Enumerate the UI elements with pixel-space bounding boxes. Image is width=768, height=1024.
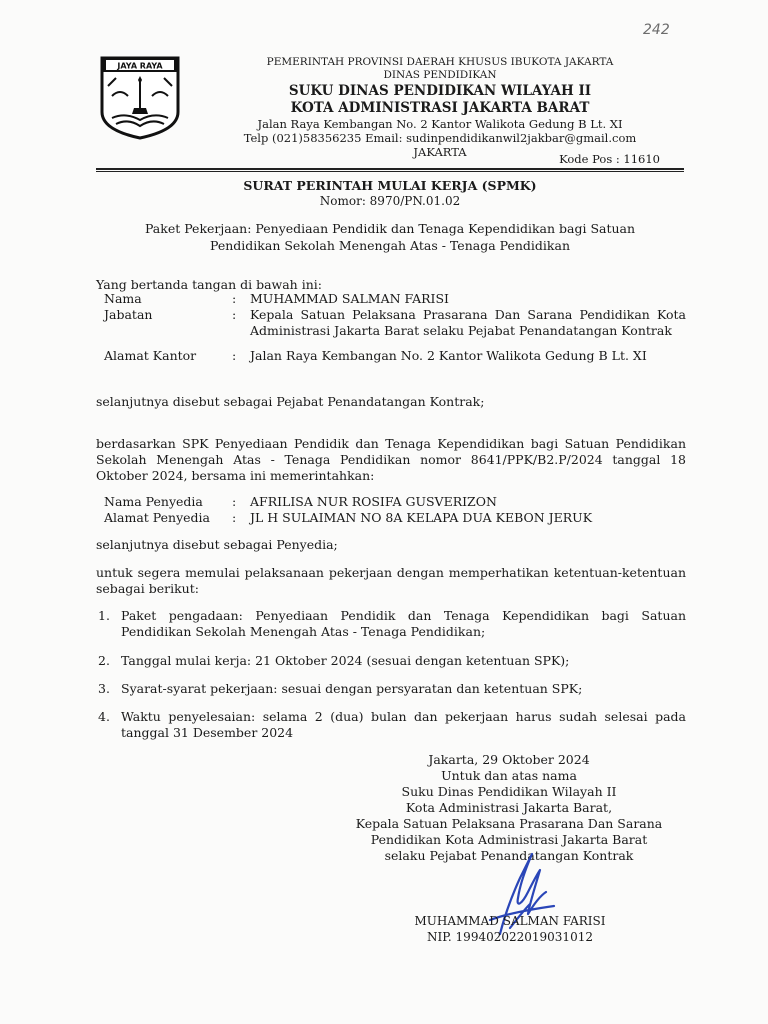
letterhead-address: Jalan Raya Kembangan No. 2 Kantor Walikota Gedung B Lt. XI (257, 117, 623, 131)
signer-name: MUHAMMAD SALMAN FARISI (414, 914, 606, 928)
letterhead (200, 56, 680, 159)
signature-line: Pendidikan Kota Administrasi Jakarta Barat (370, 832, 648, 847)
signature-line: Suku Dinas Pendidikan Wilayah II (401, 784, 617, 799)
work-package-line: Pendidikan Sekolah Menengah Atas - Tenaga Pendidikan (210, 238, 570, 253)
letterhead-city: KOTA ADMINISTRASI JAKARTA BARAT (290, 100, 590, 116)
work-package-line: Paket Pekerjaan: Penyediaan Pendidik dan Tenaga Kependidikan bagi Satuan (144, 221, 636, 236)
work-package (120, 220, 660, 254)
letterhead-government: PEMERINTAH PROVINSI DAERAH KHUSUS IBUKOTA JAKARTA (266, 56, 614, 68)
list-item-number: 2. (98, 653, 110, 668)
handwritten-page-number: 242 (643, 22, 670, 38)
postal-code: Kode Pos : 11610 (559, 152, 660, 166)
letterhead-town: JAKARTA (413, 145, 467, 159)
official-position: Kepala Satuan Pelaksana Prasarana Dan Sarana Pendidikan Kota Administrasi Jakarta Barat selaku Pejabat Penandatangan Kontrak (250, 307, 686, 338)
letterhead-office: SUKU DINAS PENDIDIKAN WILAYAH II (288, 83, 592, 99)
basis-paragraph: berdasarkan SPK Penyediaan Pendidik dan Tenaga Kependidikan bagi Satuan Pendidikan Sekolah Menengah Atas - Tenaga Pendidikan nomor 8641/PPK/B2.P/2024 tanggal 18 Oktober 2024, bersama ini memerintahkan: (96, 436, 686, 483)
colon: : (232, 348, 237, 363)
official-name: MUHAMMAD SALMAN FARISI (250, 291, 449, 306)
letterhead-divider-thin (96, 171, 684, 172)
list-item-number: 4. (98, 709, 110, 724)
place-date: Jakarta, 29 Oktober 2024 (428, 752, 590, 767)
signature-line: Untuk dan atas nama (441, 768, 577, 783)
letterhead-divider (96, 168, 684, 170)
position-label: Jabatan (104, 307, 153, 322)
intro-text: Yang bertanda tangan di bawah ini: (96, 277, 322, 292)
letterhead-department: DINAS PENDIDIKAN (383, 69, 497, 81)
signature-line: Kota Administrasi Jakarta Barat, (405, 800, 613, 815)
list-item: Waktu penyelesaian: selama 2 (dua) bulan dan pekerjaan harus sudah selesai pada tanggal 31 Desember 2024 (121, 709, 686, 740)
jakarta-emblem-icon (98, 56, 182, 140)
colon: : (232, 510, 237, 525)
signer-nip: NIP. 199402022019031012 (427, 930, 593, 944)
provider-name: AFRILISA NUR ROSIFA GUSVERIZON (250, 494, 497, 509)
colon: : (232, 494, 237, 509)
name-label: Nama (104, 291, 142, 306)
instruction-paragraph: untuk segera memulai pelaksanaan pekerjaan dengan memperhatikan ketentuan-ketentuan sebagai berikut: (96, 565, 686, 596)
svg-text:JAYA RAYA: JAYA RAYA (117, 61, 163, 71)
list-item: Paket pengadaan: Penyediaan Pendidik dan Tenaga Kependidikan bagi Satuan Pendidikan Sekolah Menengah Atas - Tenaga Pendidikan; (121, 608, 686, 639)
office-address-label: Alamat Kantor (104, 348, 197, 363)
provider-name-label: Nama Penyedia (104, 494, 203, 509)
signature-line: selaku Pejabat Penandatangan Kontrak (384, 848, 634, 863)
referred-as-official: selanjutnya disebut sebagai Pejabat Penandatangan Kontrak; (96, 394, 485, 409)
signature-line: Kepala Satuan Pelaksana Prasarana Dan Sarana (355, 816, 663, 831)
document-title: SURAT PERINTAH MULAI KERJA (SPMK) (243, 178, 537, 193)
provider-address-label: Alamat Penyedia (104, 510, 210, 525)
document-number: Nomor: 8970/PN.01.02 (319, 194, 461, 208)
list-item: Syarat-syarat pekerjaan: sesuai dengan persyaratan dan ketentuan SPK; (121, 681, 583, 696)
provider-address: JL H SULAIMAN NO 8A KELAPA DUA KEBON JERUK (250, 510, 593, 525)
colon: : (232, 291, 237, 306)
colon: : (232, 307, 237, 322)
referred-as-provider: selanjutnya disebut sebagai Penyedia; (96, 537, 338, 552)
letterhead-contact: Telp (021)58356235 Email: sudinpendidikanwil2jakbar@gmail.com (243, 131, 637, 145)
list-item-number: 3. (98, 681, 110, 696)
list-item: Tanggal mulai kerja: 21 Oktober 2024 (sesuai dengan ketentuan SPK); (121, 653, 570, 668)
list-item-number: 1. (98, 608, 110, 623)
office-address: Jalan Raya Kembangan No. 2 Kantor Walikota Gedung B Lt. XI (250, 348, 647, 363)
